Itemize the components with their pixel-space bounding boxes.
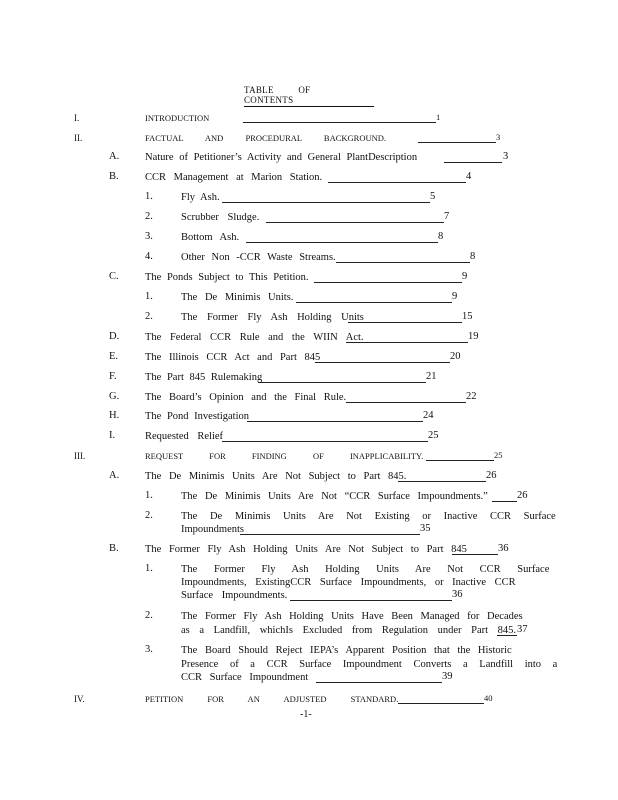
toc-number: 2. xyxy=(145,211,153,222)
toc-page-number: 22 xyxy=(466,391,477,402)
toc-number: 2. xyxy=(145,510,153,521)
toc-entry-text: Bottom Ash. xyxy=(181,232,240,243)
toc-number: 2. xyxy=(145,610,153,621)
toc-page-number: 39 xyxy=(442,671,453,682)
toc-leader xyxy=(314,282,462,283)
toc-number: 1. xyxy=(145,291,153,302)
toc-page-number: 20 xyxy=(450,351,461,362)
toc-entry-text-continued: CCR Surface Impoundment xyxy=(181,672,309,683)
toc-leader xyxy=(258,382,426,383)
toc-entry-text: INTRODUCTION xyxy=(145,113,210,123)
toc-leader xyxy=(315,362,450,363)
toc-page-number: 8 xyxy=(470,251,476,262)
toc-leader xyxy=(328,182,466,183)
toc-number: H. xyxy=(109,410,120,421)
toc-entry-text: The Board’s Opinion and the Final Rule. xyxy=(145,392,347,403)
toc-number: 2. xyxy=(145,311,153,322)
toc-entry-text: Fly Ash. xyxy=(181,192,220,203)
toc-number: 1. xyxy=(145,191,153,202)
toc-leader xyxy=(316,682,442,683)
toc-number: III. xyxy=(74,451,86,461)
toc-page-number: 3 xyxy=(503,151,509,162)
toc-entry-text-continued: Surface Impoundments. xyxy=(181,590,288,601)
toc-number: I. xyxy=(109,430,116,441)
toc-leader xyxy=(290,600,452,601)
toc-entry-text: PETITION FOR AN ADJUSTED STANDARD. xyxy=(145,694,399,704)
toc-page-number: 15 xyxy=(462,311,473,322)
toc-entry-text: Other Non -CCR Waste Streams. xyxy=(181,252,336,263)
toc-number: 4. xyxy=(145,251,153,262)
toc-leader xyxy=(247,421,423,422)
toc-leader xyxy=(222,202,430,203)
toc-leader xyxy=(296,302,452,303)
toc-entry-text: REQUEST FOR FINDING OF INAPPLICABILITY. xyxy=(145,451,424,461)
toc-number: E. xyxy=(109,351,119,362)
toc-page-number: 24 xyxy=(423,410,434,421)
toc-leader xyxy=(246,242,438,243)
toc-number: G. xyxy=(109,391,120,402)
toc-page-number: 7 xyxy=(444,211,450,222)
toc-entry-text: The Former Fly Ash Holding Units Are Not Subject to Part 845 xyxy=(145,544,467,555)
toc-leader xyxy=(398,481,486,482)
toc-number: A. xyxy=(109,151,120,162)
toc-entry-text: The Former Fly Ash Holding Units Are Not CCR Surface xyxy=(181,564,550,575)
toc-page-number: 3 xyxy=(496,132,501,142)
toc-page-number: 8 xyxy=(438,231,444,242)
toc-page-number: 5 xyxy=(430,191,436,202)
toc-number: F. xyxy=(109,371,117,382)
toc-entry-text: The De Minimis Units Are Not “CCR Surface Impoundments.” xyxy=(181,491,488,502)
toc-number: 3. xyxy=(145,231,153,242)
toc-entry-text: Requested Relief xyxy=(145,431,224,442)
toc-entry-text: The Illinois CCR Act and Part 845 xyxy=(145,352,321,363)
toc-entry-text: The Ponds Subject to This Petition. xyxy=(145,272,309,283)
toc-leader xyxy=(426,460,494,461)
toc-number: 1. xyxy=(145,490,153,501)
toc-number: D. xyxy=(109,331,120,342)
toc-page-number: 25 xyxy=(494,450,503,460)
toc-page-number: 9 xyxy=(462,271,468,282)
toc-page-number: 21 xyxy=(426,371,437,382)
toc-leader xyxy=(336,262,470,263)
toc-entry-text-continued: as a Landfill, whichIs Excluded from Regulation under Part 845. xyxy=(181,625,517,636)
toc-page-number: 36 xyxy=(452,589,463,600)
toc-entry-text: The Federal CCR Rule and the WIIN Act. xyxy=(145,332,364,343)
toc-number: 1. xyxy=(145,563,153,574)
toc-leader xyxy=(418,142,496,143)
toc-entry-text-continued: Impoundments xyxy=(181,524,244,535)
toc-page-number: 26 xyxy=(486,470,497,481)
page-title: TABLE OF CONTENTS xyxy=(244,85,374,107)
toc-entry-text: The Pond Investigation xyxy=(145,411,249,422)
toc-number: IV. xyxy=(74,694,85,704)
toc-leader xyxy=(444,162,502,163)
toc-entry-text: FACTUAL AND PROCEDURAL BACKGROUND. xyxy=(145,133,387,143)
toc-page-number: 36 xyxy=(498,543,509,554)
toc-page-number: 26 xyxy=(517,490,528,501)
toc-entry-text: The Part 845 Rulemaking xyxy=(145,372,263,383)
toc-entry-text: Nature of Petitioner’s Activity and General PlantDescription xyxy=(145,152,418,163)
toc-entry-text-continued: Presence of a CCR Surface Impoundment Converts a Landfill into a xyxy=(181,659,558,670)
toc-number: II. xyxy=(74,133,83,143)
toc-entry-text: Scrubber Sludge. xyxy=(181,212,260,223)
toc-entry-text: The De Minimis Units. xyxy=(181,292,294,303)
toc-leader xyxy=(243,122,436,123)
toc-leader xyxy=(348,322,462,323)
toc-number: B. xyxy=(109,171,119,182)
toc-page-number: 4 xyxy=(466,171,472,182)
toc-page-number: 1 xyxy=(436,112,441,122)
toc-leader xyxy=(222,441,428,442)
toc-number: 3. xyxy=(145,644,153,655)
toc-leader xyxy=(497,635,517,636)
toc-entry-text: The De Minimis Units Are Not Subject to Part 845. xyxy=(145,471,407,482)
toc-leader xyxy=(346,342,468,343)
toc-page-number: 40 xyxy=(484,693,493,703)
toc-leader xyxy=(240,534,420,535)
page-footer-number: -1- xyxy=(300,709,312,720)
toc-entry-text: The Board Should Reject IEPA’s Apparent Position that the Historic xyxy=(181,645,512,656)
toc-number: B. xyxy=(109,543,119,554)
toc-number: C. xyxy=(109,271,119,282)
toc-leader xyxy=(266,222,444,223)
toc-page-number: 37 xyxy=(517,624,528,635)
toc-number: A. xyxy=(109,470,120,481)
toc-leader xyxy=(398,703,484,704)
toc-entry-text: The Former Fly Ash Holding Units Have Been Managed for Decades xyxy=(181,611,523,622)
toc-entry-text: The Former Fly Ash Holding Units xyxy=(181,312,364,323)
toc-entry-text: CCR Management at Marion Station. xyxy=(145,172,323,183)
toc-leader xyxy=(492,501,517,502)
toc-leader xyxy=(452,554,498,555)
toc-page-number: 19 xyxy=(468,331,479,342)
toc-number: I. xyxy=(74,113,80,123)
toc-entry-text-continued: Impoundments, ExistingCCR Surface Impoundments, or Inactive CCR xyxy=(181,577,516,588)
toc-page-number: 35 xyxy=(420,523,431,534)
toc-page-number: 9 xyxy=(452,291,458,302)
toc-leader xyxy=(346,402,466,403)
toc-entry-text: The De Minimis Units Are Not Existing or Inactive CCR Surface xyxy=(181,511,556,522)
toc-page-number: 25 xyxy=(428,430,439,441)
